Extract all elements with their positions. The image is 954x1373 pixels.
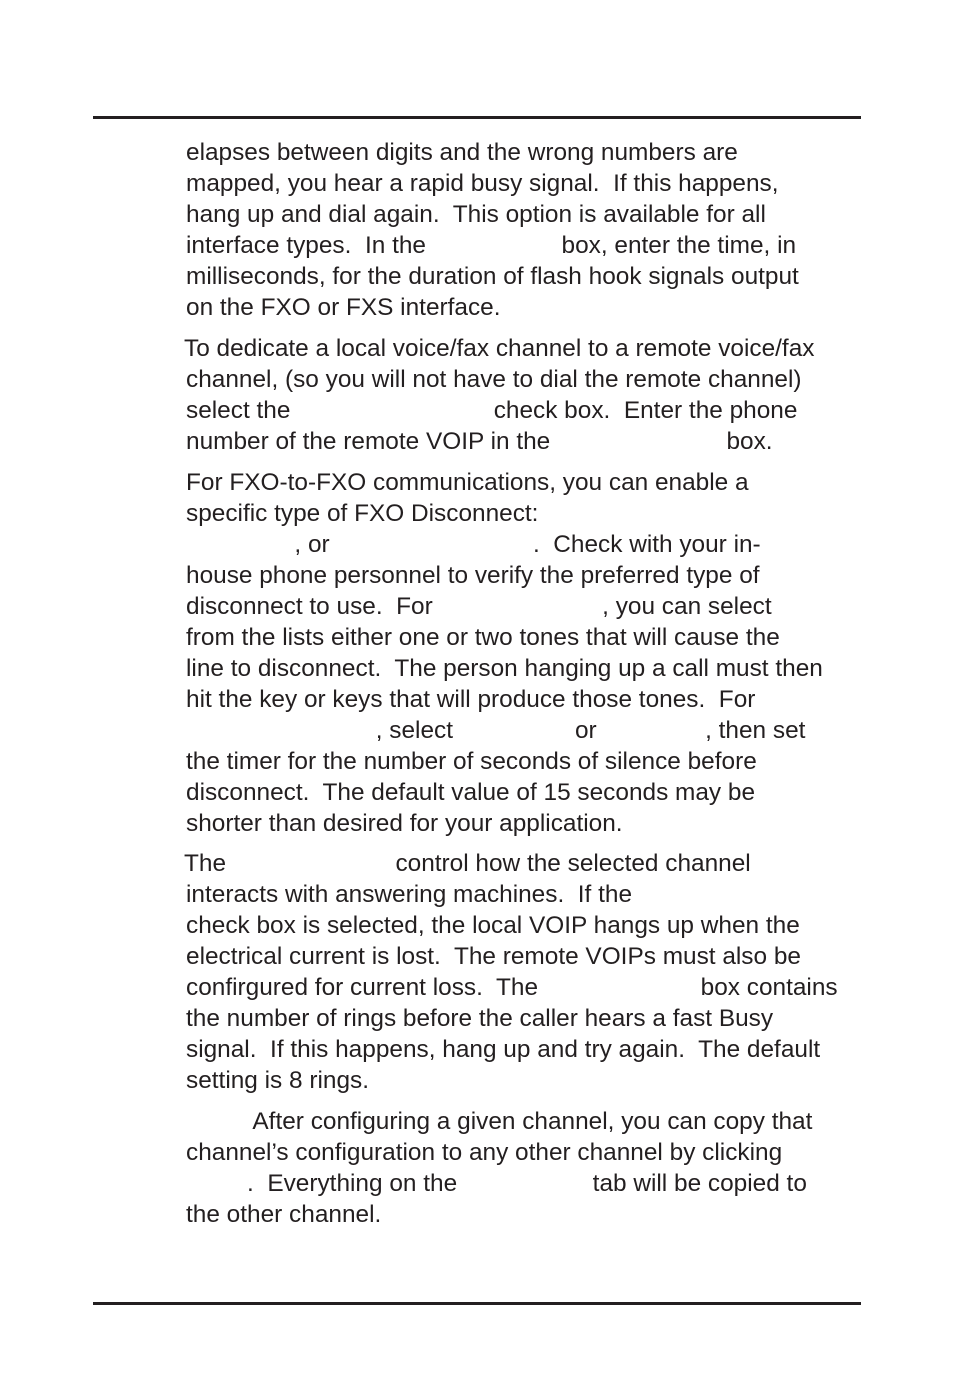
- text-line: , select or , then set: [186, 717, 806, 744]
- text-line: the timer for the number of seconds of silence before: [186, 748, 757, 775]
- text-line: setting is 8 rings.: [186, 1067, 370, 1094]
- text-line: channel’s configuration to any other channel by clicking: [186, 1139, 783, 1166]
- text-line: channel, (so you will not have to dial the remote channel): [186, 366, 802, 393]
- text-line: disconnect to use. For , you can select: [186, 593, 772, 620]
- top-rule: [93, 116, 861, 119]
- text-line: To dedicate a local voice/fax channel to a remote voice/fax: [184, 335, 815, 362]
- text-line: elapses between digits and the wrong numbers are: [186, 139, 738, 166]
- text-line: house phone personnel to verify the preferred type of: [186, 562, 760, 589]
- text-line: the number of rings before the caller hears a fast Busy: [186, 1005, 774, 1032]
- text-line: . Everything on the tab will be copied to: [186, 1170, 807, 1197]
- text-line: The control how the selected channel: [184, 850, 751, 877]
- text-line: , or . Check with your in-: [186, 531, 761, 558]
- text-line: interface types. In the box, enter the time, in: [186, 232, 797, 259]
- text-line: mapped, you hear a rapid busy signal. If this happens,: [186, 170, 779, 197]
- text-line: specific type of FXO Disconnect:: [186, 500, 539, 527]
- text-line: shorter than desired for your application.: [186, 810, 623, 837]
- text-line: signal. If this happens, hang up and try again. The default: [186, 1036, 821, 1063]
- text-line: select the check box. Enter the phone: [186, 397, 798, 424]
- text-line: the other channel.: [186, 1201, 382, 1228]
- text-line: on the FXO or FXS interface.: [186, 294, 501, 321]
- text-line: disconnect. The default value of 15 seconds may be: [186, 779, 756, 806]
- text-line: electrical current is lost. The remote VOIPs must also be: [186, 943, 801, 970]
- text-line: line to disconnect. The person hanging up a call must then: [186, 655, 823, 682]
- text-line: from the lists either one or two tones that will cause the: [186, 624, 780, 651]
- text-line: number of the remote VOIP in the box.: [186, 428, 773, 455]
- text-line: hit the key or keys that will produce those tones. For: [186, 686, 756, 713]
- text-line: interacts with answering machines. If the: [186, 881, 633, 908]
- text-line: milliseconds, for the duration of flash hook signals output: [186, 263, 799, 290]
- text-line: hang up and dial again. This option is available for all: [186, 201, 766, 228]
- text-line: check box is selected, the local VOIP hangs up when the: [186, 912, 800, 939]
- bottom-rule: [93, 1302, 861, 1305]
- text-line: For FXO-to-FXO communications, you can enable a: [186, 469, 749, 496]
- text-line: After configuring a given channel, you can copy that: [186, 1108, 813, 1135]
- text-line: confirgured for current loss. The box contains: [186, 974, 838, 1001]
